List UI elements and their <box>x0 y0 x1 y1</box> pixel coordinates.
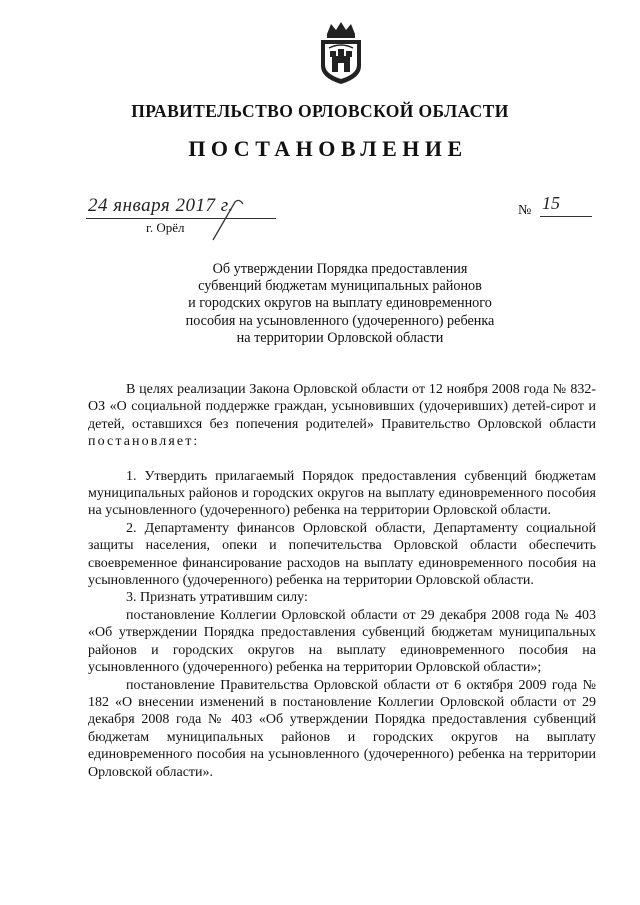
document-type-title: ПОСТАНОВЛЕНИЕ <box>188 136 468 161</box>
subject-line: пособия на усыновленного (удочеренного) ребенка <box>185 312 495 329</box>
document-subject <box>110 261 570 347</box>
city-label: г. Орёл <box>146 220 185 235</box>
preamble-text: В целях реализации Закона Орловской области от 12 ноября 2008 года № 832-ОЗ «О социальной поддержке граждан, усыновивших (удочеривших) детей-сирот и детей, оставшихся без попечения родителей» Правительство Орловской области <box>88 382 596 432</box>
item-3a-paragraph: постановление Коллегии Орловской области от 29 декабря 2008 года № 403 «Об утверждении Порядка предоставления субвенций бюджетам муниципальных районов и городских округов на выплату единовременного пособия на усыновленного (удочеренного) ребенка на территории Орловской области»; <box>88 607 596 676</box>
item-3b-paragraph: постановление Правительства Орловской области от 6 октября 2009 года № 182 «О внесении изменений в постановление Коллегии Орловской области от 29 декабря 2008 года № 403 «Об утверждении Порядка предоставления субвенций бюджетам муниципальных районов и городских округов на выплату единовременного пособия на усыновленного (удочеренного) ребенка на территории Орловской области». <box>88 677 596 780</box>
subject-line: Об утверждении Порядка предоставления <box>212 261 468 277</box>
handwritten-date: 24 января 2017 г. <box>88 195 234 216</box>
organization-title: ПРАВИТЕЛЬСТВО ОРЛОВСКОЙ ОБЛАСТИ <box>131 101 509 121</box>
number-underline <box>540 216 592 217</box>
subject-line: субвенций бюджетам муниципальных районов <box>198 278 482 295</box>
subject-line: на территории Орловской области <box>236 329 444 346</box>
subject-line: и городских округов на выплату единовременного <box>188 295 492 312</box>
coat-of-arms-icon <box>313 20 369 86</box>
handwritten-number: 15 <box>542 193 560 213</box>
preamble-paragraph <box>88 381 596 451</box>
item-1-paragraph: 1. Утвердить прилагаемый Порядок предоставления субвенций бюджетам муниципальных районов и городских округов на выплату единовременного пособия на усыновленного (удочеренного) ребенка на территории Орловской области. <box>88 468 596 519</box>
item-3-paragraph: 3. Признать утратившим силу: <box>126 590 308 606</box>
preamble-resolves: постановляет: <box>88 434 200 450</box>
number-label: № <box>518 203 532 218</box>
item-2-paragraph: 2. Департаменту финансов Орловской области, Департаменту социальной защиты населения, опеки и попечительства Орловской области обеспечить своевременное финансирование расходов на выплату единовременного пособия на усыновленного (удочеренного) ребенка на территории Орловской области. <box>88 520 596 589</box>
document-body <box>88 381 596 781</box>
